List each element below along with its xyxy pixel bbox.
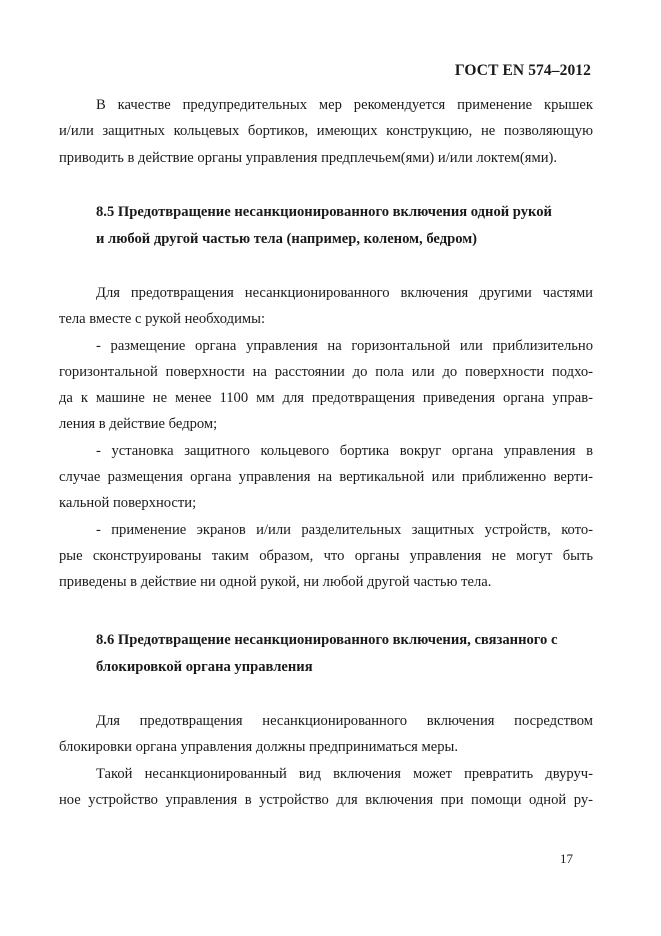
text-line: да к машине не менее 1100 мм для предотвращения приведения органа управ- <box>59 390 593 407</box>
text-line: случае размещения органа управления на вертикальной или приближенно верти- <box>59 469 593 486</box>
text-line: Для предотвращения несанкционированного включения другими частями <box>96 285 593 301</box>
text-line: - установка защитного кольцевого бортика вокруг органа управления в <box>96 442 593 459</box>
heading-line: и любой другой частью тела (например, коленом, бедром) <box>96 231 478 247</box>
text-line: кальной поверхности; <box>59 495 197 512</box>
text-line: ное устройство управления в устройство для включения при помощи одной ру- <box>59 791 593 808</box>
text-line: В качестве предупредительных мер рекомендуется применение крышек <box>96 97 593 113</box>
text-line: - размещение органа управления на горизонтальной или приблизительно <box>96 337 593 354</box>
document-code-header: ГОСТ EN 574–2012 <box>454 62 591 79</box>
text-line: Для предотвращения несанкционированного включения посредством <box>96 713 593 729</box>
section-8-5-body <box>59 280 593 596</box>
heading-line: 8.5 Предотвращение несанкционированного включения одной рукой <box>96 204 552 220</box>
intro-paragraph <box>59 92 593 171</box>
text-line: тела вместе с рукой необходимы: <box>59 311 265 328</box>
section-8-5-heading <box>96 199 596 253</box>
text-line: Такой несанкционированный вид включения может превратить двуруч- <box>96 765 593 782</box>
text-line: - применение экранов и/или разделительных защитных устройств, кото- <box>96 521 593 538</box>
text-line: рые сконструированы таким образом, что органы управления не могут быть <box>59 547 593 564</box>
text-line: горизонтальной поверхности на расстоянии до пола или до поверхности подхо- <box>59 363 593 380</box>
heading-line: блокировкой органа управления <box>96 659 313 675</box>
text-line: и/или защитных кольцевых бортиков, имеющих конструкцию, не позволяющую <box>59 123 593 140</box>
page-number: 17 <box>560 851 573 866</box>
text-line: блокировки органа управления должны предприниматься меры. <box>59 739 458 756</box>
text-line: ления в действие бедром; <box>59 416 218 433</box>
section-8-6-body <box>59 708 593 813</box>
text-line: приводить в действие органы управления предплечьем(ями) и/или локтем(ями). <box>59 149 558 166</box>
heading-line: 8.6 Предотвращение несанкционированного включения, связанного с <box>96 632 558 648</box>
text-line: приведены в действие ни одной рукой, ни любой другой частью тела. <box>59 574 492 591</box>
section-8-6-heading <box>96 627 596 681</box>
